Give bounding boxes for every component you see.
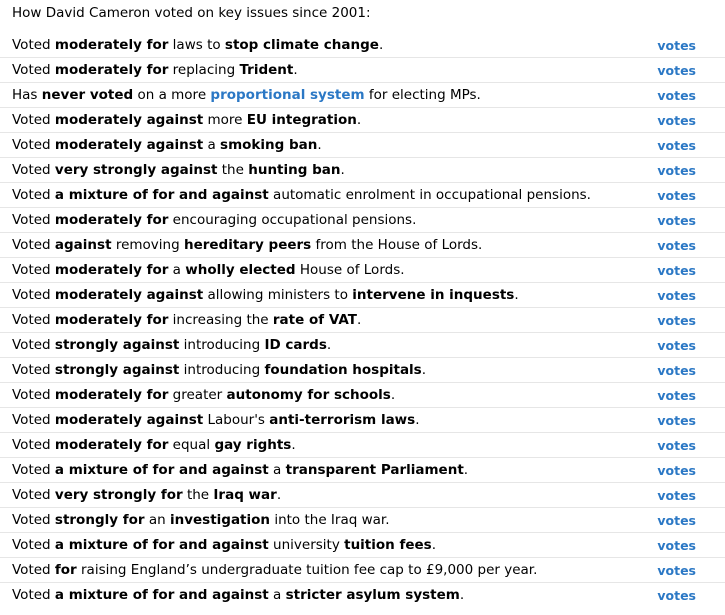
votes-link[interactable]: votes <box>657 38 696 53</box>
votes-link[interactable]: votes <box>657 413 696 428</box>
vote-row <box>0 83 725 108</box>
vote-emphasis: moderately for <box>54 387 169 403</box>
vote-text: . <box>276 487 282 503</box>
vote-text: replacing <box>168 62 240 78</box>
vote-emphasis: moderately for <box>54 62 169 78</box>
vote-emphasis: moderately against <box>54 112 204 128</box>
policy-link[interactable]: proportional system <box>210 87 365 103</box>
vote-row <box>0 483 725 508</box>
vote-text: raising England’s undergraduate tuition fee cap to £9,000 per year. <box>76 562 538 578</box>
vote-text: Voted <box>12 287 55 303</box>
voting-record-list <box>0 33 725 608</box>
vote-summary <box>12 383 395 408</box>
vote-text: on a more <box>133 87 211 103</box>
vote-emphasis: moderately for <box>54 312 169 328</box>
vote-summary <box>12 208 416 233</box>
vote-emphasis: stricter asylum system <box>285 587 460 603</box>
vote-text: Voted <box>12 212 55 228</box>
vote-emphasis: gay rights <box>214 437 292 453</box>
vote-text: Voted <box>12 337 55 353</box>
votes-link[interactable]: votes <box>657 538 696 553</box>
vote-emphasis: stop climate change <box>224 37 379 53</box>
vote-emphasis: moderately against <box>54 137 204 153</box>
vote-text: greater <box>168 387 227 403</box>
vote-text: a <box>268 462 286 478</box>
vote-emphasis: very strongly against <box>54 162 218 178</box>
vote-text: university <box>268 537 345 553</box>
vote-text: . <box>378 37 384 53</box>
votes-link[interactable]: votes <box>657 513 696 528</box>
vote-summary <box>12 283 519 308</box>
vote-text: allowing ministers to <box>203 287 353 303</box>
vote-row <box>0 183 725 208</box>
vote-text: laws to <box>168 37 225 53</box>
vote-row <box>0 458 725 483</box>
vote-emphasis: for <box>54 562 77 578</box>
vote-text: Voted <box>12 412 55 428</box>
vote-emphasis: investigation <box>169 512 271 528</box>
votes-link[interactable]: votes <box>657 238 696 253</box>
vote-emphasis: tuition fees <box>344 537 432 553</box>
vote-row <box>0 558 725 583</box>
vote-summary <box>12 108 361 133</box>
vote-text: . <box>291 437 296 453</box>
vote-emphasis: foundation hospitals <box>264 362 422 378</box>
vote-emphasis: a mixture of for and against <box>54 462 269 478</box>
vote-summary <box>12 433 296 458</box>
vote-text: Labour's <box>203 412 270 428</box>
vote-text: introducing <box>179 337 265 353</box>
vote-text: Voted <box>12 462 55 478</box>
vote-text: Voted <box>12 62 55 78</box>
vote-summary <box>12 158 345 183</box>
vote-text: encouraging occupational pensions. <box>168 212 417 228</box>
votes-link[interactable]: votes <box>657 88 696 103</box>
vote-text: introducing <box>179 362 265 378</box>
vote-emphasis: autonomy for schools <box>226 387 391 403</box>
vote-text: a <box>203 137 221 153</box>
vote-text: Voted <box>12 112 55 128</box>
vote-text: . <box>431 537 436 553</box>
vote-emphasis: moderately for <box>54 37 169 53</box>
vote-emphasis: moderately for <box>54 212 169 228</box>
vote-emphasis: moderately for <box>54 262 169 278</box>
votes-link[interactable]: votes <box>657 563 696 578</box>
vote-row <box>0 358 725 383</box>
vote-row <box>0 408 725 433</box>
vote-text: an <box>144 512 170 528</box>
vote-emphasis: strongly against <box>54 337 180 353</box>
vote-text: . <box>356 112 362 128</box>
votes-link[interactable]: votes <box>657 188 696 203</box>
votes-link[interactable]: votes <box>657 313 696 328</box>
vote-text: . <box>421 362 427 378</box>
vote-text: Has <box>12 87 42 103</box>
vote-summary <box>12 458 468 483</box>
vote-row <box>0 158 725 183</box>
vote-emphasis: rate of VAT <box>272 312 357 328</box>
vote-text: more <box>203 112 247 128</box>
vote-summary <box>12 408 419 433</box>
votes-link[interactable]: votes <box>657 438 696 453</box>
vote-summary <box>12 83 481 108</box>
vote-text: Voted <box>12 137 55 153</box>
vote-text: Voted <box>12 262 55 278</box>
vote-text: a <box>168 262 186 278</box>
vote-row <box>0 383 725 408</box>
vote-row <box>0 433 725 458</box>
vote-text: into the Iraq war. <box>270 512 390 528</box>
vote-row <box>0 233 725 258</box>
votes-link[interactable]: votes <box>657 288 696 303</box>
vote-text: Voted <box>12 562 55 578</box>
vote-text: Voted <box>12 37 55 53</box>
vote-text: . <box>356 312 362 328</box>
vote-summary <box>12 558 537 583</box>
vote-summary <box>12 183 591 208</box>
votes-link[interactable]: votes <box>657 363 696 378</box>
vote-text: Voted <box>12 537 55 553</box>
vote-emphasis: Iraq war <box>213 487 277 503</box>
vote-emphasis: wholly elected <box>185 262 296 278</box>
vote-text: . <box>326 337 332 353</box>
vote-summary <box>12 33 383 58</box>
votes-link[interactable]: votes <box>657 163 696 178</box>
vote-text: the <box>182 487 214 503</box>
vote-text: Voted <box>12 162 55 178</box>
vote-summary <box>12 233 482 258</box>
vote-text: Voted <box>12 362 55 378</box>
vote-emphasis: hereditary peers <box>183 237 312 253</box>
vote-emphasis: very strongly for <box>54 487 183 503</box>
vote-row <box>0 333 725 358</box>
vote-summary <box>12 133 322 158</box>
vote-summary <box>12 508 390 533</box>
vote-text: automatic enrolment in occupational pensions. <box>268 187 591 203</box>
vote-text: . <box>293 62 298 78</box>
vote-emphasis: intervene in inquests <box>352 287 515 303</box>
vote-text: Voted <box>12 437 55 453</box>
vote-emphasis: a mixture of for and against <box>54 537 269 553</box>
vote-text: Voted <box>12 312 55 328</box>
vote-text: . <box>340 162 345 178</box>
vote-text: from the House of Lords. <box>311 237 483 253</box>
vote-emphasis: Trident <box>239 62 294 78</box>
vote-row <box>0 258 725 283</box>
vote-summary <box>12 258 405 283</box>
votes-link[interactable]: votes <box>657 588 696 603</box>
vote-text: . <box>463 462 469 478</box>
vote-row <box>0 208 725 233</box>
vote-emphasis: transparent Parliament <box>285 462 464 478</box>
vote-summary <box>12 533 436 558</box>
vote-text: . <box>415 412 420 428</box>
votes-link[interactable]: votes <box>657 463 696 478</box>
vote-text: . <box>317 137 322 153</box>
vote-row <box>0 533 725 558</box>
vote-row <box>0 283 725 308</box>
vote-emphasis: EU integration <box>246 112 357 128</box>
votes-link[interactable]: votes <box>657 338 696 353</box>
vote-summary <box>12 483 281 508</box>
vote-text: . <box>390 387 396 403</box>
vote-text: removing <box>111 237 184 253</box>
vote-summary <box>12 333 331 358</box>
vote-text: Voted <box>12 487 55 503</box>
vote-text: . <box>459 587 465 603</box>
votes-link[interactable]: votes <box>657 138 696 153</box>
vote-text: a <box>268 587 286 603</box>
vote-emphasis: moderately against <box>54 412 204 428</box>
vote-row <box>0 108 725 133</box>
votes-link[interactable]: votes <box>657 213 696 228</box>
vote-row <box>0 133 725 158</box>
vote-text: for electing MPs. <box>364 87 481 103</box>
vote-emphasis: strongly against <box>54 362 180 378</box>
votes-link[interactable]: votes <box>657 113 696 128</box>
vote-emphasis: a mixture of for and against <box>54 187 269 203</box>
vote-text: Voted <box>12 387 55 403</box>
vote-emphasis: never voted <box>41 87 134 103</box>
vote-summary <box>12 308 361 333</box>
votes-link[interactable]: votes <box>657 388 696 403</box>
vote-text: House of Lords. <box>295 262 405 278</box>
vote-emphasis: a mixture of for and against <box>54 587 269 603</box>
vote-emphasis: against <box>54 237 112 253</box>
vote-row <box>0 33 725 58</box>
votes-link[interactable]: votes <box>657 488 696 503</box>
vote-emphasis: strongly for <box>54 512 145 528</box>
vote-text: Voted <box>12 237 55 253</box>
vote-row <box>0 308 725 333</box>
vote-text: equal <box>168 437 215 453</box>
vote-row <box>0 583 725 608</box>
vote-emphasis: smoking ban <box>220 137 318 153</box>
vote-summary <box>12 358 426 383</box>
vote-text: Voted <box>12 587 55 603</box>
vote-summary <box>12 58 298 83</box>
vote-row <box>0 58 725 83</box>
vote-emphasis: anti-terrorism laws <box>269 412 416 428</box>
vote-emphasis: hunting ban <box>248 162 341 178</box>
vote-emphasis: moderately for <box>54 437 169 453</box>
vote-text: increasing the <box>168 312 273 328</box>
vote-emphasis: ID cards <box>264 337 327 353</box>
vote-emphasis: moderately against <box>54 287 204 303</box>
voting-record-heading: How David Cameron voted on key issues since 2001: <box>12 5 371 21</box>
vote-text: the <box>217 162 249 178</box>
votes-link[interactable]: votes <box>657 63 696 78</box>
votes-link[interactable]: votes <box>657 263 696 278</box>
vote-row <box>0 508 725 533</box>
vote-summary <box>12 583 464 608</box>
vote-text: Voted <box>12 512 55 528</box>
vote-text: . <box>514 287 519 303</box>
vote-text: Voted <box>12 187 55 203</box>
